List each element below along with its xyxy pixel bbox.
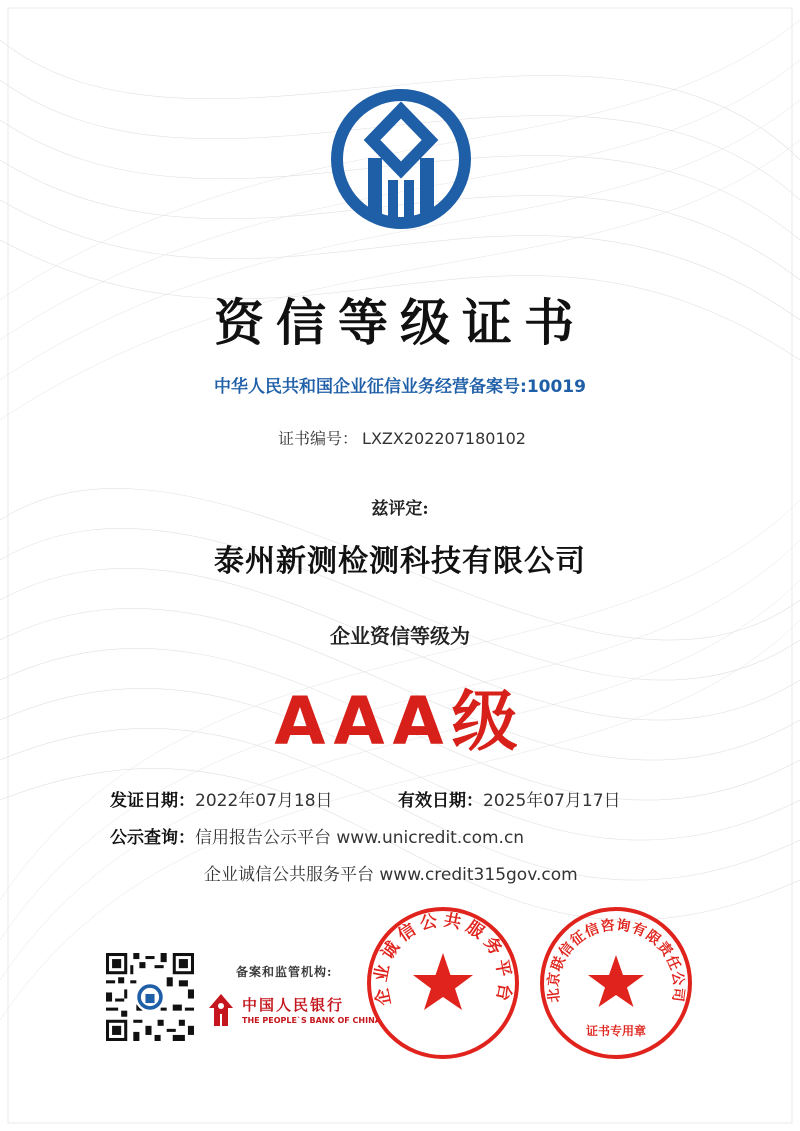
issue-date-value: 2022年07月18日: [195, 791, 333, 811]
credit-grade: AAA级: [274, 683, 526, 760]
platform-seal-text: 企业诚信公共服务平台: [371, 910, 515, 1008]
certificate-title: 资信等级证书: [214, 293, 586, 352]
valid-date-value: 2025年07月17日: [483, 791, 621, 811]
company-seal-bottom-text: 证书专用章: [585, 1024, 647, 1038]
qr-code-icon: [106, 953, 194, 1041]
inquiry-line-2: 企业诚信公共服务平台 www.credit315gov.com: [204, 865, 578, 885]
issue-date-label: 发证日期：: [110, 791, 195, 811]
certificate-number-value: LXZX202207180102: [362, 429, 526, 448]
issue-date-row: [110, 786, 333, 811]
pboc-name-en: THE PEOPLE`S BANK OF CHINA: [242, 1016, 381, 1025]
pboc-name-cn: 中国人民银行: [242, 996, 345, 1014]
certificate-number-label: 证书编号：: [278, 429, 359, 448]
certificate-number: [0, 426, 800, 449]
inquiry-line-1: 信用报告公示平台 www.unicredit.com.cn: [195, 828, 525, 848]
filing-number: 中华人民共和国企业征信业务经营备案号:10019: [214, 377, 586, 397]
company-name: 泰州新测检测科技有限公司: [214, 544, 586, 579]
platform-seal-icon: [365, 905, 521, 1061]
assessment-intro: 兹评定:: [371, 499, 429, 519]
supervisor-label: 备案和监管机构:: [236, 965, 333, 979]
pboc-emblem-icon: [206, 994, 236, 1026]
rating-prefix: 企业资信等级为: [330, 624, 470, 648]
valid-date-row: [398, 786, 621, 811]
company-seal-icon: [538, 905, 694, 1061]
inquiry-label: 公示查询：: [110, 828, 195, 848]
credit-logo-icon: [330, 88, 472, 230]
valid-date-label: 有效日期：: [398, 791, 483, 811]
company-seal-text: 北京联信征信咨询有限责任公司: [545, 917, 687, 1004]
inquiry-row: [110, 823, 524, 848]
